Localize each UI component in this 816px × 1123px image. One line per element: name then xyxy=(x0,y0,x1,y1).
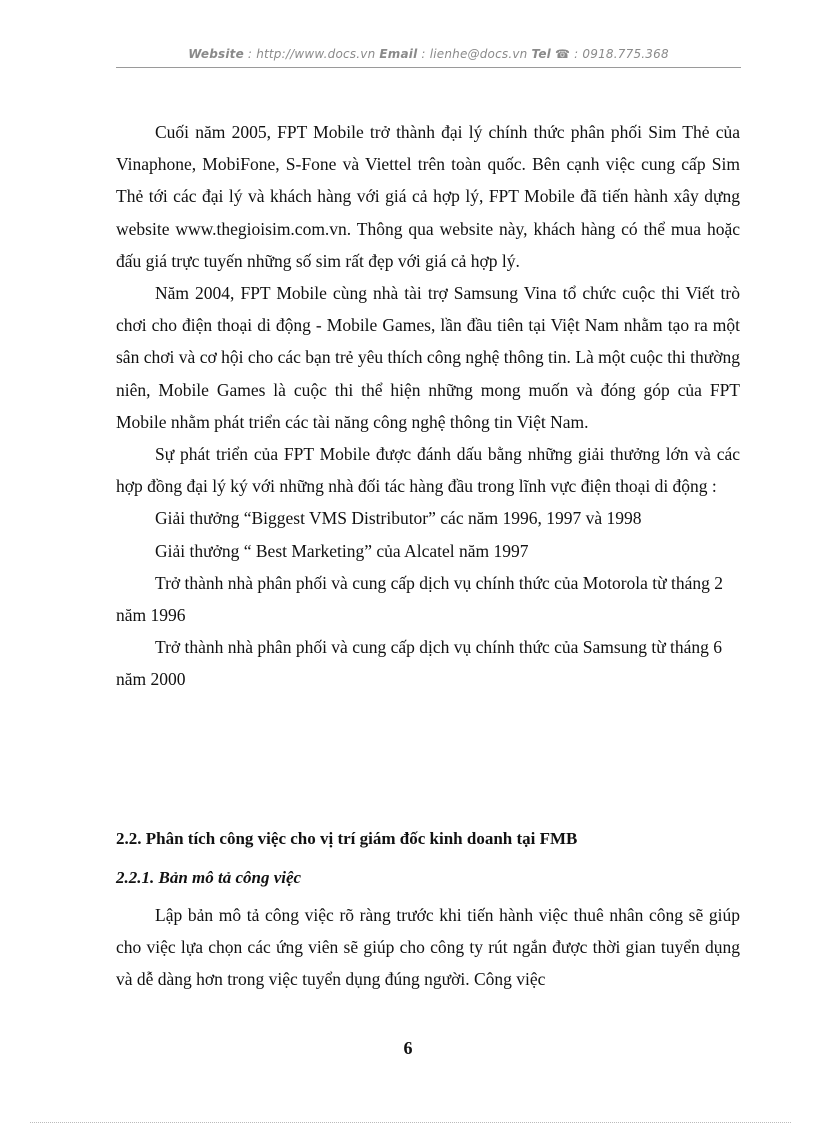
page-header xyxy=(116,47,741,61)
body-text xyxy=(116,116,740,696)
section-heading: 2.2. Phân tích công việc cho vị trí giám đốc kinh doanh tại FMB xyxy=(116,829,578,848)
header-divider xyxy=(116,67,741,68)
tel-value: : 0918.775.368 xyxy=(570,47,669,61)
award-item: Giải thưởng “Biggest VMS Distributor” các năm 1996, 1997 và 1998 xyxy=(155,508,642,529)
paragraph: Lập bản mô tả công việc rõ ràng trước khi tiến hành việc thuê nhân công sẽ giúp cho việc lựa chọn các ứng viên sẽ giúp cho công ty rút ngắn được thời gian tuyển dụng và dễ dàng hơn trong việc tuyển dụng đúng người. Công việc xyxy=(116,905,740,990)
email-value: : lienhe@docs.vn xyxy=(417,47,532,61)
website-value: : http://www.docs.vn xyxy=(243,47,380,61)
telephone-icon: ☎ xyxy=(555,47,571,61)
award-item: Trở thành nhà phân phối và cung cấp dịch vụ chính thức của Motorola từ tháng 2 năm 1996 xyxy=(116,572,724,626)
section-body xyxy=(116,899,740,996)
page-number: 6 xyxy=(403,1038,413,1058)
award-item: Giải thưởng “ Best Marketing” của Alcatel năm 1997 xyxy=(155,540,529,561)
website-label: Website xyxy=(188,47,244,61)
email-label: Email xyxy=(379,47,418,61)
paragraph: Năm 2004, FPT Mobile cùng nhà tài trợ Samsung Vina tổ chức cuộc thi Viết trò chơi cho điện thoại di động - Mobile Games, lần đầu tiên tại Việt Nam nhằm tạo ra một sân chơi và cơ hội cho các bạn trẻ yêu thích công nghệ thông tin. Là một cuộc thi thường niên, Mobile Games là cuộc thi thể hiện những mong muốn và đóng góp của FPT Mobile nhằm phát triển các tài năng công nghệ thông tin Việt Nam. xyxy=(116,283,740,432)
paragraph: Cuối năm 2005, FPT Mobile trở thành đại lý chính thức phân phối Sim Thẻ của Vinaphone, MobiFone, S-Fone và Viettel trên toàn quốc. Bên cạnh việc cung cấp Sim Thẻ tới các đại lý và khách hàng với giá cả hợp lý, FPT Mobile đã tiến hành xây dựng website www.thegioisim.com.vn. Thông qua website này, khách hàng có thể mua hoặc đấu giá trực tuyến những số sim rất đẹp với giá cả hợp lý. xyxy=(116,122,740,271)
paragraph: Sự phát triển của FPT Mobile được đánh dấu bằng những giải thưởng lớn và các hợp đồng đại lý ký với những nhà đối tác hàng đầu trong lĩnh vực điện thoại di động : xyxy=(116,444,740,497)
award-item: Trở thành nhà phân phối và cung cấp dịch vụ chính thức của Samsung từ tháng 6 năm 2000 xyxy=(116,637,723,690)
subsection-heading: 2.2.1. Bản mô tả công việc xyxy=(116,868,302,887)
tel-label: Tel xyxy=(531,47,551,61)
